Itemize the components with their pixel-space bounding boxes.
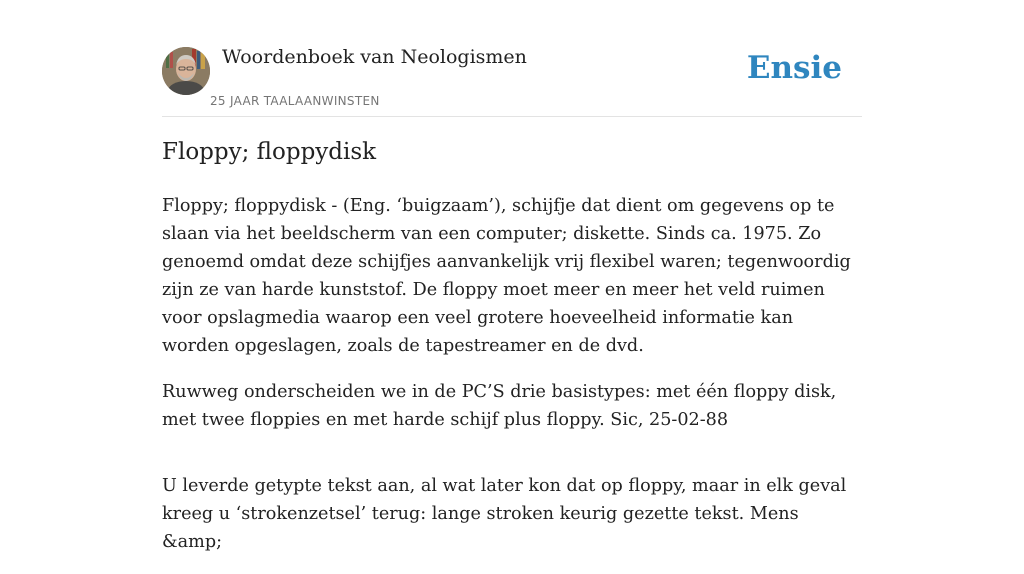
article-body: [162, 192, 862, 574]
article-title: Floppy; floppydisk: [162, 139, 377, 165]
article-paragraph: Ruwweg onderscheiden we in de PC’S drie basistypes: met één floppy disk, met twee floppies en met harde schijf plus floppy. Sic, 25-02-88: [162, 382, 837, 430]
article-paragraph: Floppy; floppydisk - (Eng. ‘buigzaam’), schijfje dat dient om gegevens op te slaan via het beeldscherm van een computer; diskette. Sinds ca. 1975. Zo genoemd omdat deze schijfjes aanvankelijk vrij flexibel waren; tegenwoordig zijn ze van harde kunststof. De floppy moet meer en meer het veld ruimen voor opslagmedia waarop een veel grotere hoeveelheid informatie kan worden opgeslagen, zoals de tapestreamer en de dvd.: [162, 196, 851, 356]
page-container: [162, 0, 862, 552]
site-header: [162, 0, 862, 117]
site-tagline: 25 JAAR TAALAANWINSTEN: [210, 94, 380, 108]
avatar[interactable]: [162, 47, 210, 95]
site-title[interactable]: Woordenboek van Neologismen: [222, 46, 527, 68]
author-portrait-avatar: [162, 47, 210, 95]
brand-logo[interactable]: Ensie: [746, 50, 842, 86]
article-paragraph: U leverde getypte tekst aan, al wat later kon dat op floppy, maar in elk geval kreeg u ‘strokenzetsel’ terug: lange stroken keurig gezette tekst. Mens &amp;: [162, 476, 847, 552]
